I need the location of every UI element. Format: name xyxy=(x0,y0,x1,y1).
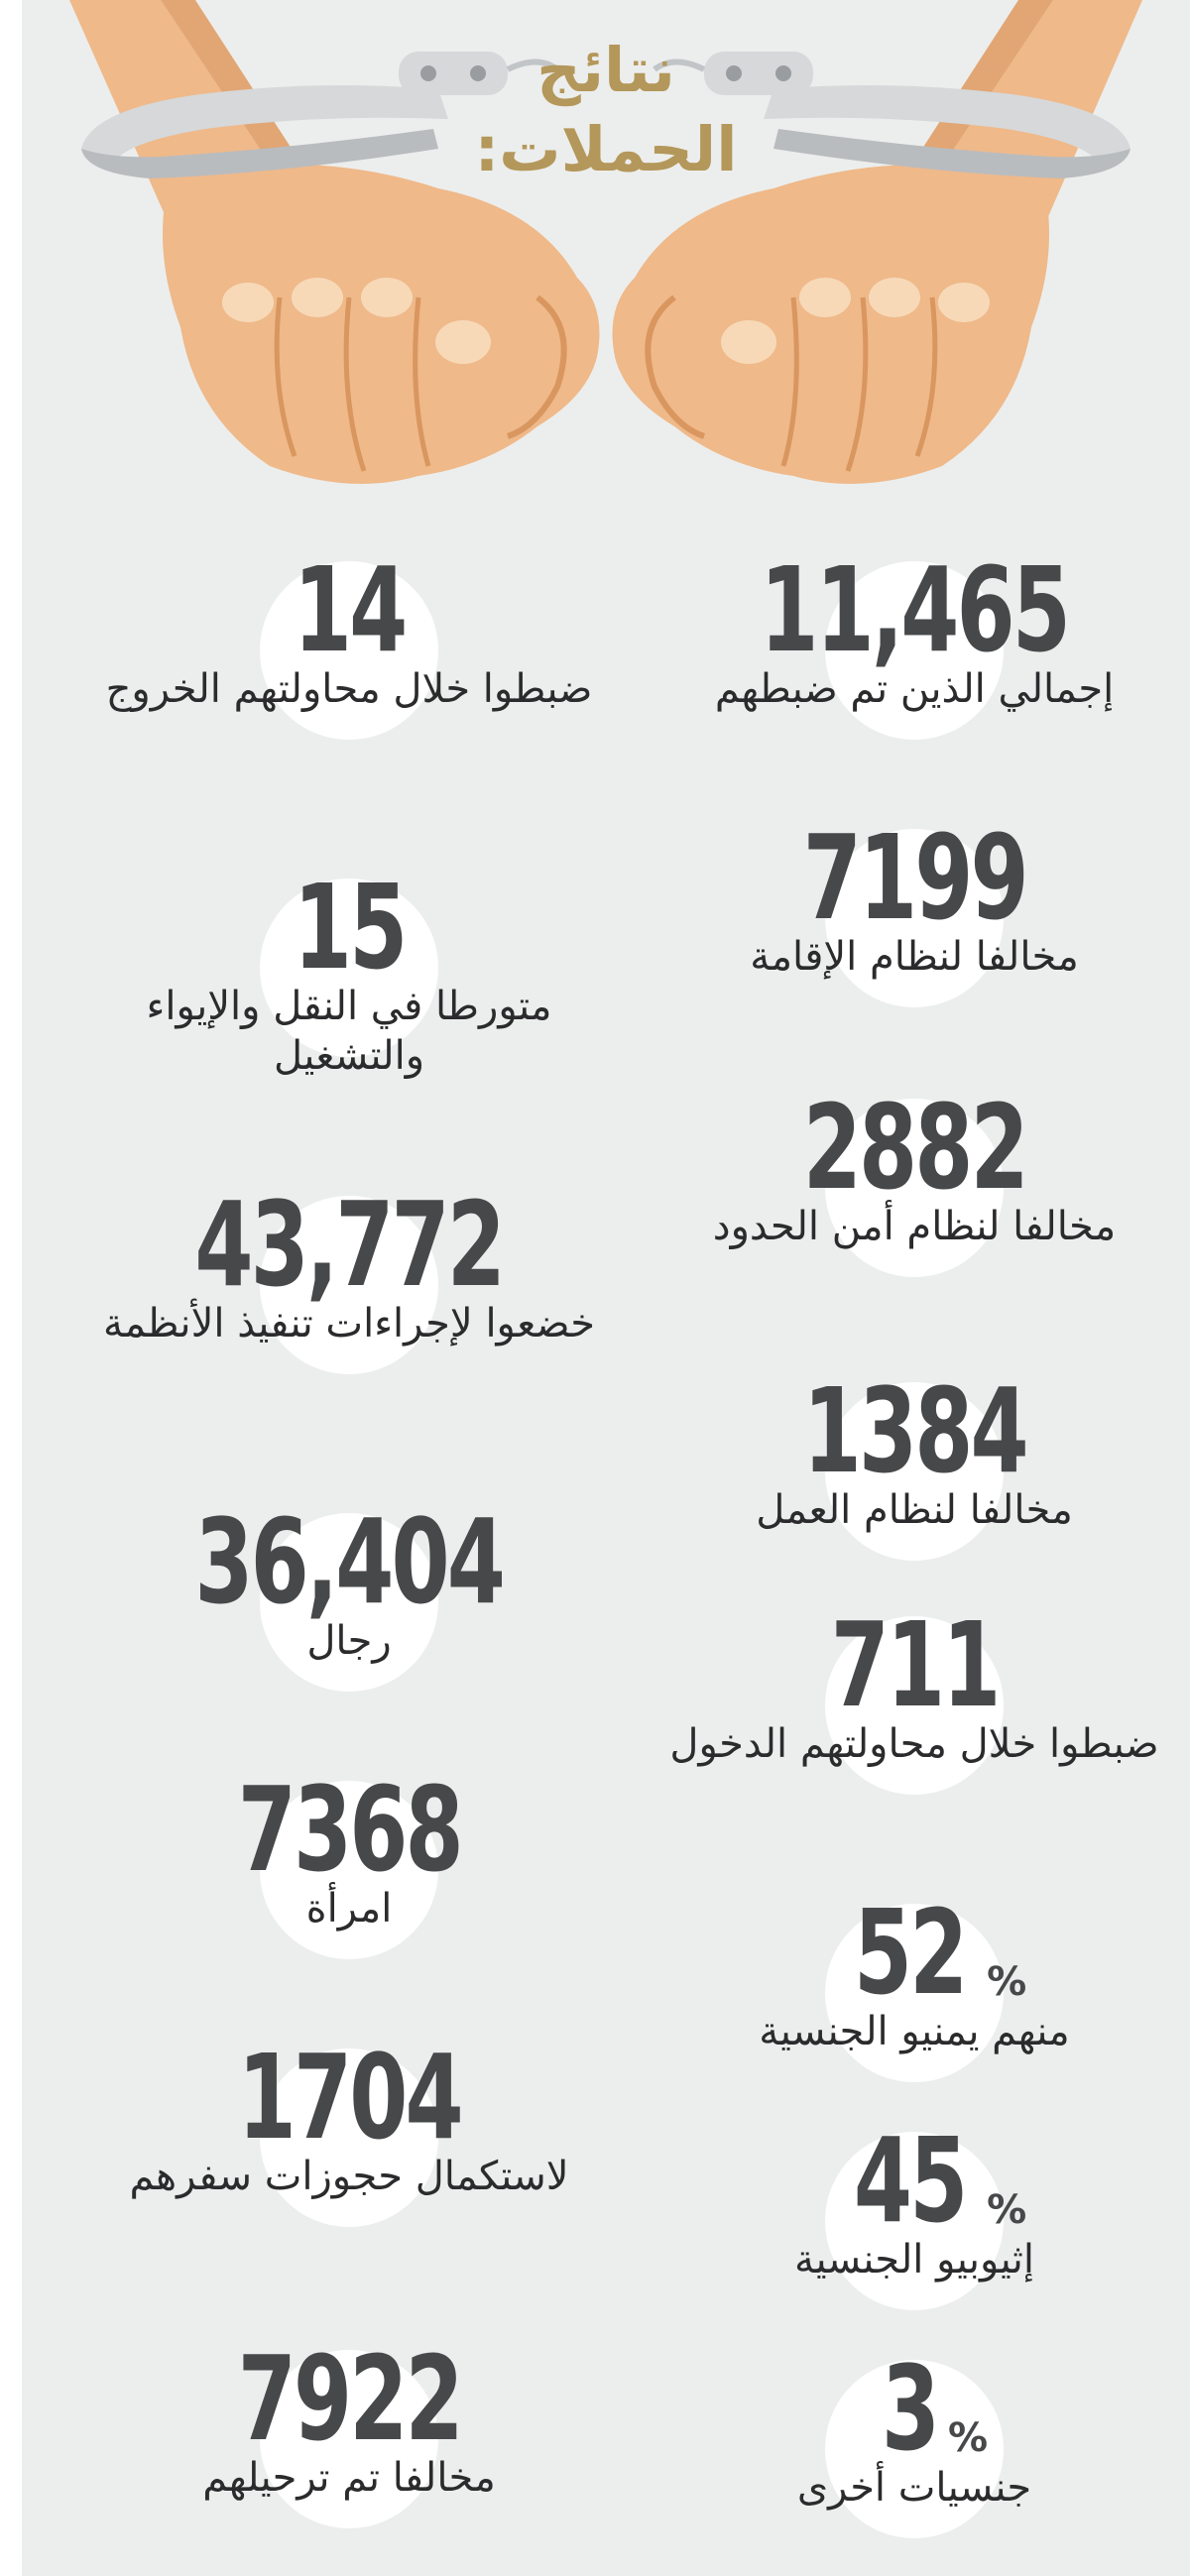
stat-label: مخالفا لنظام الإقامة xyxy=(750,934,1079,980)
hero-illustration xyxy=(22,0,1190,516)
stat-value: 43,772 xyxy=(194,1176,504,1313)
stat-label: منهم يمنيو الجنسية xyxy=(759,2009,1070,2054)
stat-label: رجال xyxy=(306,1618,392,1664)
stat-value: 7368 xyxy=(237,1761,461,1898)
stat-label: مخالفا تم ترحيلهم xyxy=(202,2455,496,2501)
stat-value: 7922 xyxy=(237,2330,461,2467)
stat-value: 45 xyxy=(853,2112,966,2249)
stat-value: 7199 xyxy=(802,809,1026,946)
stat-value: 11,465 xyxy=(760,541,1069,678)
infographic-panel xyxy=(22,0,1190,2576)
stat-label: مخالفا لنظام العمل xyxy=(756,1487,1073,1533)
title-line-2: الحملات: xyxy=(474,113,738,185)
stat-yemeni-share xyxy=(637,1884,1190,2056)
stat-value: 1384 xyxy=(802,1362,1026,1499)
stat-value: 52 xyxy=(853,1884,966,2021)
stat-value: 711 xyxy=(830,1596,999,1733)
stat-label: إثيوبيو الجنسية xyxy=(794,2237,1034,2283)
title-line-1: نتائج xyxy=(536,34,675,106)
stat-deported xyxy=(71,2330,627,2503)
percent-sign: % xyxy=(987,2187,1027,2233)
stat-residence-violators xyxy=(637,809,1190,982)
stat-label: ضبطوا خلال محاولتهم الدخول xyxy=(669,1721,1159,1767)
stat-label: متورطا في النقل والإيواء والتشغيل xyxy=(146,984,552,1079)
stat-value: 2882 xyxy=(802,1079,1026,1216)
stat-value: 1704 xyxy=(237,2029,461,2166)
stat-value: 14 xyxy=(293,541,406,678)
stat-label: ضبطوا خلال محاولتهم الخروج xyxy=(105,666,593,712)
stat-travel-bookings xyxy=(71,2029,627,2201)
stat-label: خضعوا لإجراءات تنفيذ الأنظمة xyxy=(103,1301,595,1347)
stat-border-violators xyxy=(637,1079,1190,1251)
stat-women xyxy=(71,1761,627,1933)
stat-labor-violators xyxy=(637,1362,1190,1535)
stat-caught-entering xyxy=(637,1596,1190,1769)
stat-label: لاستكمال حجوزات سفرهم xyxy=(129,2154,569,2199)
percent-sign: % xyxy=(948,2415,989,2461)
stat-total-caught xyxy=(637,541,1190,714)
stat-value: 15 xyxy=(293,859,406,995)
stat-value: 36,404 xyxy=(194,1493,504,1630)
percent-sign: % xyxy=(987,1959,1027,2005)
stat-enforcement xyxy=(71,1176,627,1348)
stat-label: امرأة xyxy=(305,1886,393,1932)
stat-value: 3 xyxy=(881,2340,938,2477)
stat-label: مخالفا لنظام أمن الحدود xyxy=(712,1204,1117,1249)
stat-other-nationalities xyxy=(637,2340,1190,2513)
stat-ethiopian-share xyxy=(637,2112,1190,2284)
stat-men xyxy=(71,1493,627,1666)
stat-caught-exiting xyxy=(71,541,627,714)
stat-label: جنسيات أخرى xyxy=(796,2465,1032,2511)
stat-label: إجمالي الذين تم ضبطهم xyxy=(714,666,1115,712)
stat-transport-shelter xyxy=(71,859,627,1081)
